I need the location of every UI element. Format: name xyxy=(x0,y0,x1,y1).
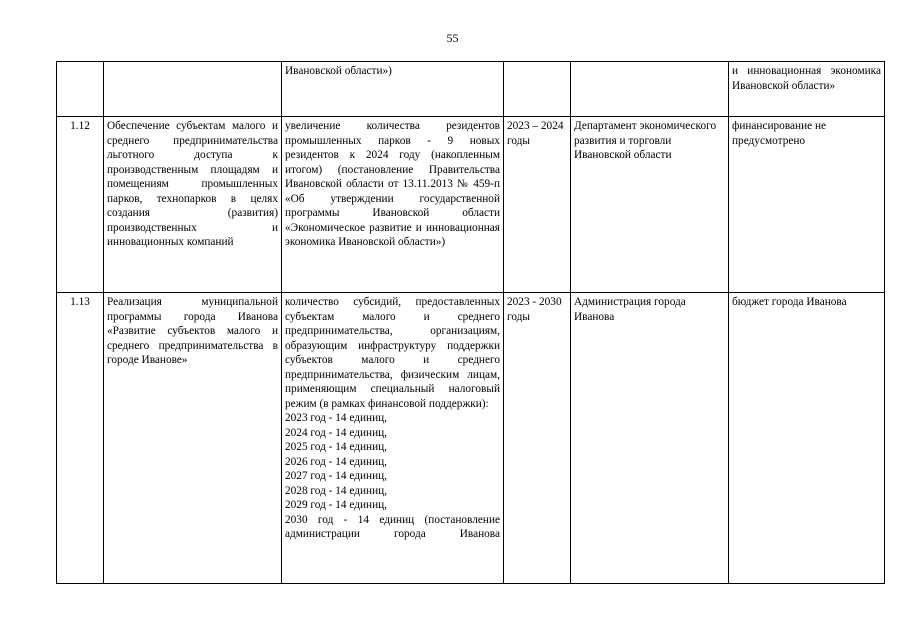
cell-period: 2023 - 2030 годы xyxy=(504,293,571,584)
cell-funding: бюджет города Иванова xyxy=(729,293,885,584)
indicator-year-2029: 2029 год - 14 единиц, xyxy=(285,499,387,511)
cell-period xyxy=(504,62,571,117)
cell-executor: Департамент экономического развития и торговли Ивановской области xyxy=(571,117,729,293)
indicator-year-2026: 2026 год - 14 единиц, xyxy=(285,455,387,468)
indicator-year-2023: 2023 год - 14 единиц, xyxy=(285,412,387,424)
indicator-year-2028: 2028 год - 14 единиц, xyxy=(285,484,387,497)
cell-indicator: Ивановской области») xyxy=(282,62,504,117)
cell-executor xyxy=(571,62,729,117)
indicator-intro: количество субсидий, предоставленных субъектам малого и среднего предпринимательства, организациям, образующим инфраструктуру поддержки субъектов малого и среднего предпринимательства, физическим лицам, применяющим специальный налоговый режим (в рамках финансовой поддержки): xyxy=(285,296,500,410)
cell-event: Реализация муниципальной программы города Иванова «Развитие субъектов малого и среднего предпринимательства в городе Иванове» xyxy=(104,293,282,584)
indicator-year-2027: 2027 год - 14 единиц, xyxy=(285,470,387,482)
cell-funding: финансирование не предусмотрено xyxy=(729,117,885,293)
cell-indicator xyxy=(282,293,504,584)
cell-number xyxy=(57,62,104,117)
table-row-continuation xyxy=(57,62,885,117)
indicator-tail: 2030 год - 14 единиц (постановление администрации города Иванова xyxy=(285,513,500,540)
cell-event: Обеспечение субъектам малого и среднего предпринимательства льготного доступа к производственным площадям и помещениям промышленных парков, технопарков в целях создания (развития) производственных и инновационных компаний xyxy=(104,117,282,293)
table-row-1-12 xyxy=(57,117,885,293)
cell-number: 1.13 xyxy=(57,293,104,584)
cell-indicator: увеличение количества резидентов промышленных парков - 9 новых резидентов к 2024 году (накопленным итогом) (постановление Правительства Ивановской области от 13.11.2013 № 459-п «Об утверждении государственной программы Ивановской области «Экономическое развитие и инновационная экономика Ивановской области») xyxy=(282,117,504,293)
cell-funding: и инновационная экономика Ивановской области» xyxy=(729,62,885,117)
page-number: 55 xyxy=(446,31,459,45)
indicator-year-2025: 2025 год - 14 единиц, xyxy=(285,441,387,453)
indicator-year-2024: 2024 год - 14 единиц, xyxy=(285,426,387,439)
cell-event xyxy=(104,62,282,117)
table-row-1-13 xyxy=(57,293,885,584)
cell-number: 1.12 xyxy=(57,117,104,293)
cell-period: 2023 – 2024 годы xyxy=(504,117,571,293)
program-table xyxy=(56,61,885,584)
cell-executor: Администрация города Иванова xyxy=(571,293,729,584)
